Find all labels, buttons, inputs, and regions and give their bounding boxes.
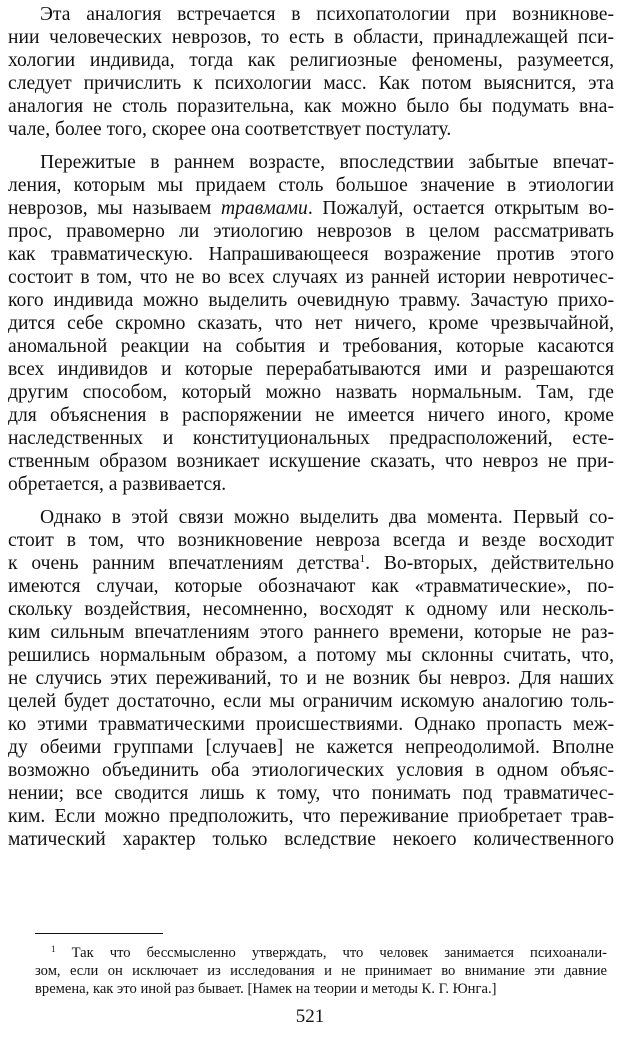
text-line: матический характер только вследствие некоего количественного bbox=[8, 829, 614, 850]
text-line: аналогия не столь поразительна, как можно было бы подумать вна- bbox=[8, 96, 614, 117]
text-line: дится себе скромно сказать, что нет ничего, кроме чрезвычайной, bbox=[8, 313, 614, 334]
text-line: стоит в том, что возникновение невроза всегда и везде восходит bbox=[8, 530, 614, 551]
text-line: прос, правомерно ли этиологию неврозов в целом рассматривать bbox=[8, 221, 614, 242]
text-line: кого индивида можно выделить очевидную травму. Зачастую прихо- bbox=[8, 290, 614, 311]
text-line: ким сильным впечатлениям этого раннего времени, которые не раз- bbox=[8, 622, 614, 643]
text-segment: . Во-вторых, действительно bbox=[365, 553, 614, 574]
text-line: Пережитые в раннем возрасте, впоследствии забытые впечат- bbox=[40, 152, 614, 173]
emphasis-term: травмами bbox=[220, 198, 308, 219]
text-line: ду обеими группами [случаев] не кажется непреодолимой. Вполне bbox=[8, 737, 614, 758]
text-line bbox=[8, 198, 614, 220]
text-line: Эта аналогия встречается в психопатологии при возникнове- bbox=[40, 4, 614, 25]
text-line: состоит в том, что не во всех случаях из ранней истории невротичес- bbox=[8, 267, 614, 288]
footnote-line: зом, если он исключает из исследования и не принимает во внимание эти давние bbox=[35, 963, 607, 979]
text-line: следует причислить к психологии масс. Как потом выяснится, эта bbox=[8, 73, 614, 94]
text-segment: . Пожалуй, остается открытым во- bbox=[307, 198, 614, 219]
page-number: 521 bbox=[295, 1006, 325, 1027]
text-segment: к очень ранним впечатлениям детства bbox=[8, 553, 360, 574]
text-line: всех индивидов и которые перерабатываются ими и разрешаются bbox=[8, 359, 614, 380]
text-line: не случись этих переживаний, то и не возник бы невроз. Для наших bbox=[8, 668, 614, 689]
text-line: как травматическую. Напрашивающееся возражение против этого bbox=[8, 244, 614, 265]
text-line: имеются случаи, которые обозначают как «травматические», по- bbox=[8, 576, 614, 597]
text-line: хологии индивида, тогда как религиозные феномены, разумеется, bbox=[8, 50, 614, 71]
text-line: ления, которым мы придаем столь большое значение в этиологии bbox=[8, 175, 614, 196]
text-line: целей будет достаточно, если мы ограничим искомую аналогию толь- bbox=[8, 691, 614, 712]
text-line: скольку воздействия, несомненно, восходят к одному или несколь- bbox=[8, 599, 614, 620]
text-line: решились нормальным образом, а потому мы склонны считать, что, bbox=[8, 645, 614, 666]
text-line: Однако в этой связи можно выделить два момента. Первый со- bbox=[40, 507, 614, 528]
text-line: аномальной реакции на события и требования, которые касаются bbox=[8, 336, 614, 357]
text-line: чале, более того, скорее она соответствует постулату. bbox=[8, 119, 452, 140]
text-line: другим способом, который можно назвать нормальным. Там, где bbox=[8, 382, 614, 403]
footnote-line bbox=[35, 944, 607, 962]
footnote-marker: 1 bbox=[51, 944, 56, 954]
text-line: для объяснения в распоряжении не имеется ничего иного, кроме bbox=[8, 405, 614, 426]
text-line bbox=[8, 553, 614, 575]
text-segment: неврозов, мы называем bbox=[8, 198, 221, 219]
text-line: обретается, а развивается. bbox=[8, 474, 227, 495]
text-line: ким. Если можно предположить, что переживание приобретает трав- bbox=[8, 806, 614, 827]
text-line: наследственных и конституциональных предрасположений, есте- bbox=[8, 428, 614, 449]
text-line: нии человеческих неврозов, то есть в области, принадлежащей пси- bbox=[8, 27, 614, 48]
text-line: возможно объединить оба этиологических условия в одном объяс- bbox=[8, 760, 614, 781]
footnote-line: времена, как это иной раз бывает. [Намек на теории и методы К. Г. Юнга.] bbox=[35, 981, 497, 997]
text-segment: Так что бессмысленно утверждать, что человек занимается психоанали- bbox=[55, 945, 607, 961]
text-line: ственным образом возникает искушение сказать, что невроз не при- bbox=[8, 451, 614, 472]
footnote-ref[interactable]: 1 bbox=[359, 553, 366, 565]
text-line: ко этими травматическими происшествиями. Однако пропасть меж- bbox=[8, 714, 614, 735]
text-line: нении; все сводится лишь к тому, что понимать под травматичес- bbox=[8, 783, 614, 804]
footnote-divider bbox=[35, 933, 163, 934]
